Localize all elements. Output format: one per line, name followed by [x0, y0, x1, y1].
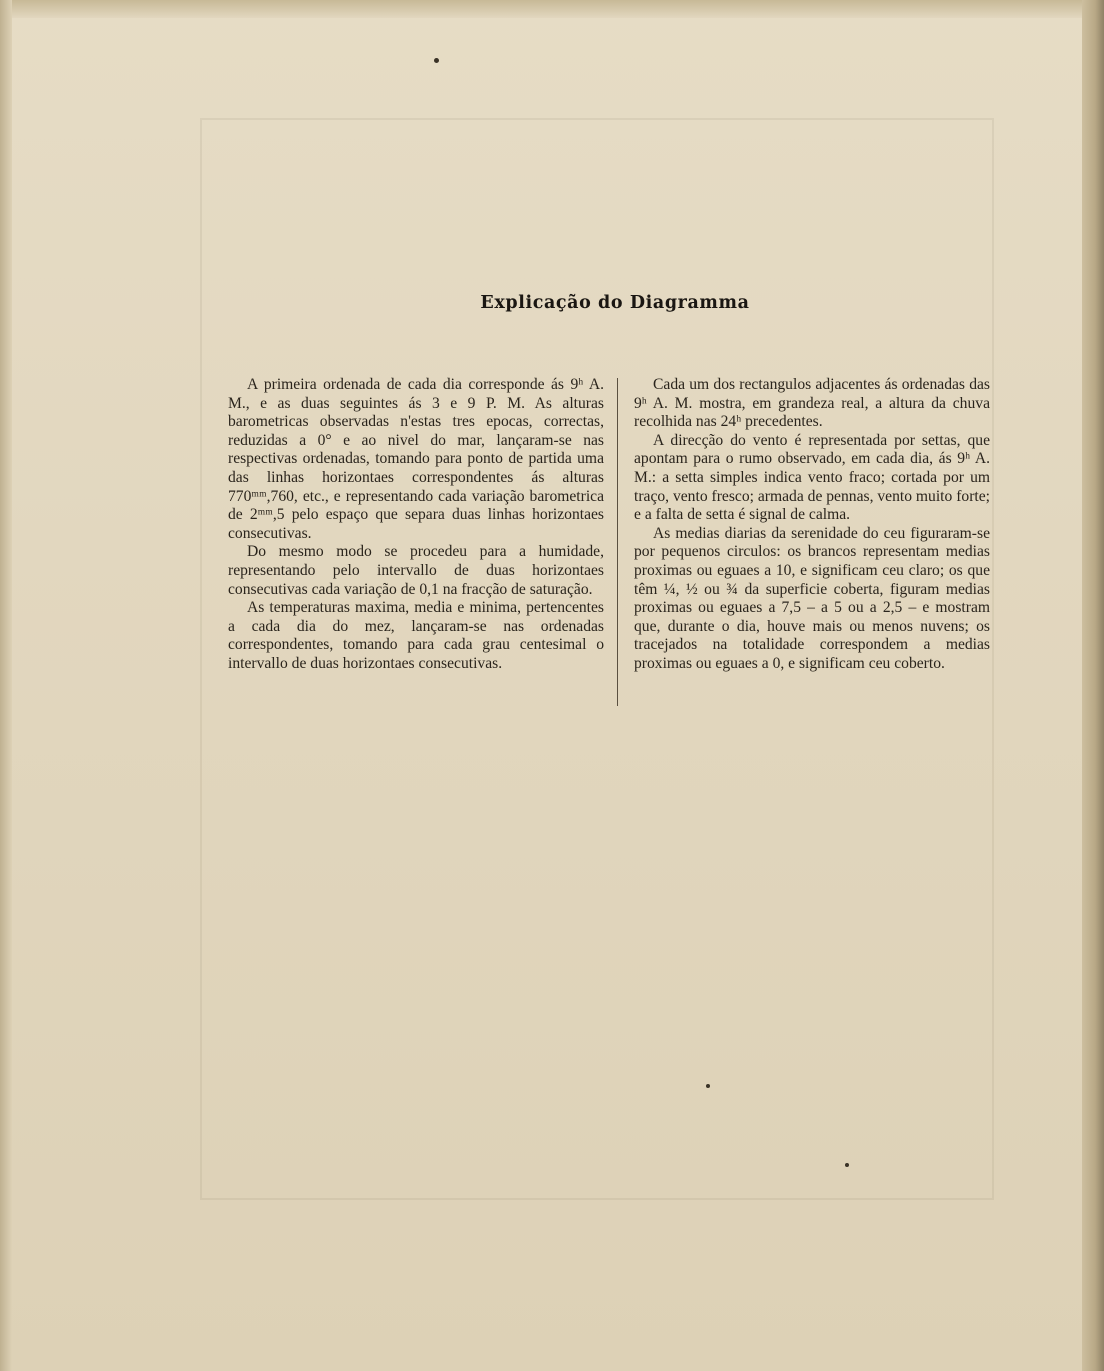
paragraph: A primeira ordenada de cada dia corresponde ás 9ʰ A. M., e as duas seguintes ás 3 e 9 P. M. As alturas barometricas observadas n'estas tres epocas, correctas, reduzidas a 0° e ao nivel do mar, lançaram-se nas respectivas ordenadas, tomando para ponto de partida uma das linhas horizontaes correspondentes ás alturas 770ᵐᵐ,760, etc., e representando cada variação barometrica de 2ᵐᵐ,5 pelo espaço que separa duas linhas horizontaes consecutivas. — [228, 376, 604, 542]
ink-speck — [706, 1084, 710, 1088]
left-text-column — [228, 376, 604, 674]
paragraph: Do mesmo modo se procedeu para a humidade, representando pelo intervallo de duas horizontaes consecutivas cada variação de 0,1 na fracção de saturação. — [228, 543, 604, 598]
paragraph: As medias diarias da serenidade do ceu figuraram-se por pequenos circulos: os brancos representam medias proximas ou eguaes a 10, e significam ceu claro; os que têm ¼, ½ ou ¾ da superficie coberta, figuram medias proximas ou eguaes a 7,5 – a 5 ou a 2,5 – e mostram que, durante o dia, houve mais ou menos nuvens; os tracejados na totalidade correspondem a medias proximas ou eguaes a 0, e significam ceu coberto. — [634, 524, 990, 672]
page-edge-right — [1082, 0, 1104, 1371]
ink-speck — [434, 58, 439, 63]
page-edge-top — [0, 0, 1104, 18]
paragraph: As temperaturas maxima, media e minima, pertencentes a cada dia do mez, lançaram-se nas ordenadas correspondentes, tomando para cada grau centesimal o intervallo de duas horizontaes consecutivas. — [228, 599, 604, 672]
page-edge-left — [0, 0, 12, 1371]
paragraph: A direcção do vento é representada por settas, que apontam para o rumo observado, em cada dia, ás 9ʰ A. M.: a setta simples indica vento fraco; cortada por um traço, vento fresco; armada de pennas, vento muito forte; e a falta de setta é signal de calma. — [634, 431, 990, 524]
column-divider — [617, 378, 618, 706]
page-title: Explicação do Diagramma — [480, 293, 750, 313]
paragraph: Cada um dos rectangulos adjacentes ás ordenadas das 9ʰ A. M. mostra, em grandeza real, a altura da chuva recolhida nas 24ʰ precedentes. — [634, 376, 990, 431]
right-text-column — [634, 376, 990, 674]
ink-speck — [845, 1163, 849, 1167]
